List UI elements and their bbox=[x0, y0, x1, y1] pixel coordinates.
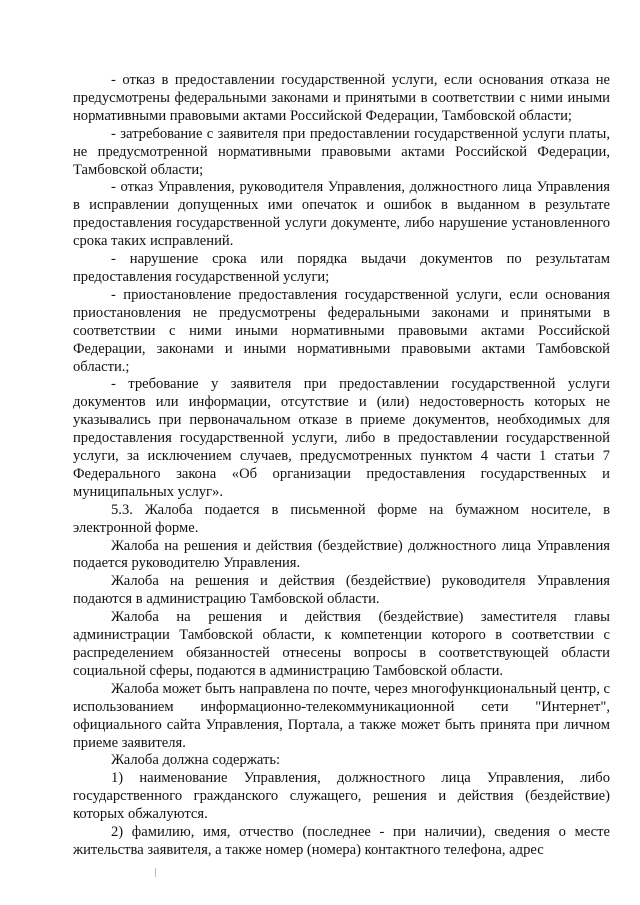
paragraph-issue-deadline: - нарушение срока или порядка выдачи документов по результатам предоставления государственной услуги; bbox=[73, 251, 610, 285]
paragraph-submission-channels: Жалоба может быть направлена по почте, через многофункциональный центр, с использованием информационно-телекоммуникационной сети "Интернет", официального сайта Управления, Портала, а также может быть принята при личном приеме заявителя. bbox=[73, 680, 610, 751]
paragraph-5-3: 5.3. Жалоба подается в письменной форме на бумажном носителе, в электронной форме. bbox=[73, 501, 610, 536]
paragraph-correction-refusal: - отказ Управления, руководителя Управления, должностного лица Управления в исправлении допущенных ими опечаток и ошибок в выданном в результате предоставления государственной услуги документе, либо нарушение установленного срока таких исправлений. bbox=[73, 179, 610, 250]
scan-artifact bbox=[155, 868, 156, 877]
paragraph-contents-intro: Жалоба должна содержать: bbox=[111, 752, 281, 769]
paragraph-deputy-complaint: Жалоба на решения и действия (бездействие) заместителя главы администрации Тамбовской области, к компетенции которого в соответствии с распределением обязанностей отнесены вопросы в соответствующей области социальной сферы, подаются в администрацию Тамбовской области. bbox=[73, 609, 610, 679]
paragraph-item-1: 1) наименование Управления, должностного лица Управления, либо государственного гражданского служащего, решения и действия (бездействие) которых обжалуются. bbox=[73, 770, 610, 823]
paragraph-fee-demand: - затребование с заявителя при предоставлении государственной услуги платы, не предусмотренной нормативными правовыми актами Российской Федерации, Тамбовской области; bbox=[73, 125, 610, 178]
paragraph-documents-demand: - требование у заявителя при предоставлении государственной услуги документов или информации, отсутствие и (или) недостоверность которых не указывались при первоначальном отказе в приеме документов, необходимых для предоставления государственной услуги, либо в предоставлении государственной услуги, за исключением случаев, предусмотренных пунктом 4 части 1 статьи 7 Федерального закона «Об организации предоставления государственных и муниципальных услуг». bbox=[73, 376, 610, 500]
document-body bbox=[73, 72, 610, 860]
paragraph-refusal-grounds: - отказ в предоставлении государственной услуги, если основания отказа не предусмотрены федеральными законами и принятыми в соответствии с ними иными нормативными правовыми актами Российской Федерации, Тамбовской области; bbox=[73, 72, 610, 124]
paragraph-item-2: 2) фамилию, имя, отчество (последнее - при наличии), сведения о месте жительства заявителя, а также номер (номера) контактного телефона, адрес bbox=[73, 824, 610, 858]
paragraph-suspension: - приостановление предоставления государственной услуги, если основания приостановления не предусмотрены федеральными законами и принятыми в соответствии с ними иными нормативными правовыми актами Российской Федерации, законами и иными нормативными правовыми актами Тамбовской области.; bbox=[73, 286, 610, 375]
paragraph-official-complaint: Жалоба на решения и действия (бездействие) должностного лица Управления подается руководителю Управления. bbox=[73, 537, 610, 572]
paragraph-head-complaint: Жалоба на решения и действия (бездействие) руководителя Управления подаются в администрацию Тамбовской области. bbox=[73, 573, 610, 608]
